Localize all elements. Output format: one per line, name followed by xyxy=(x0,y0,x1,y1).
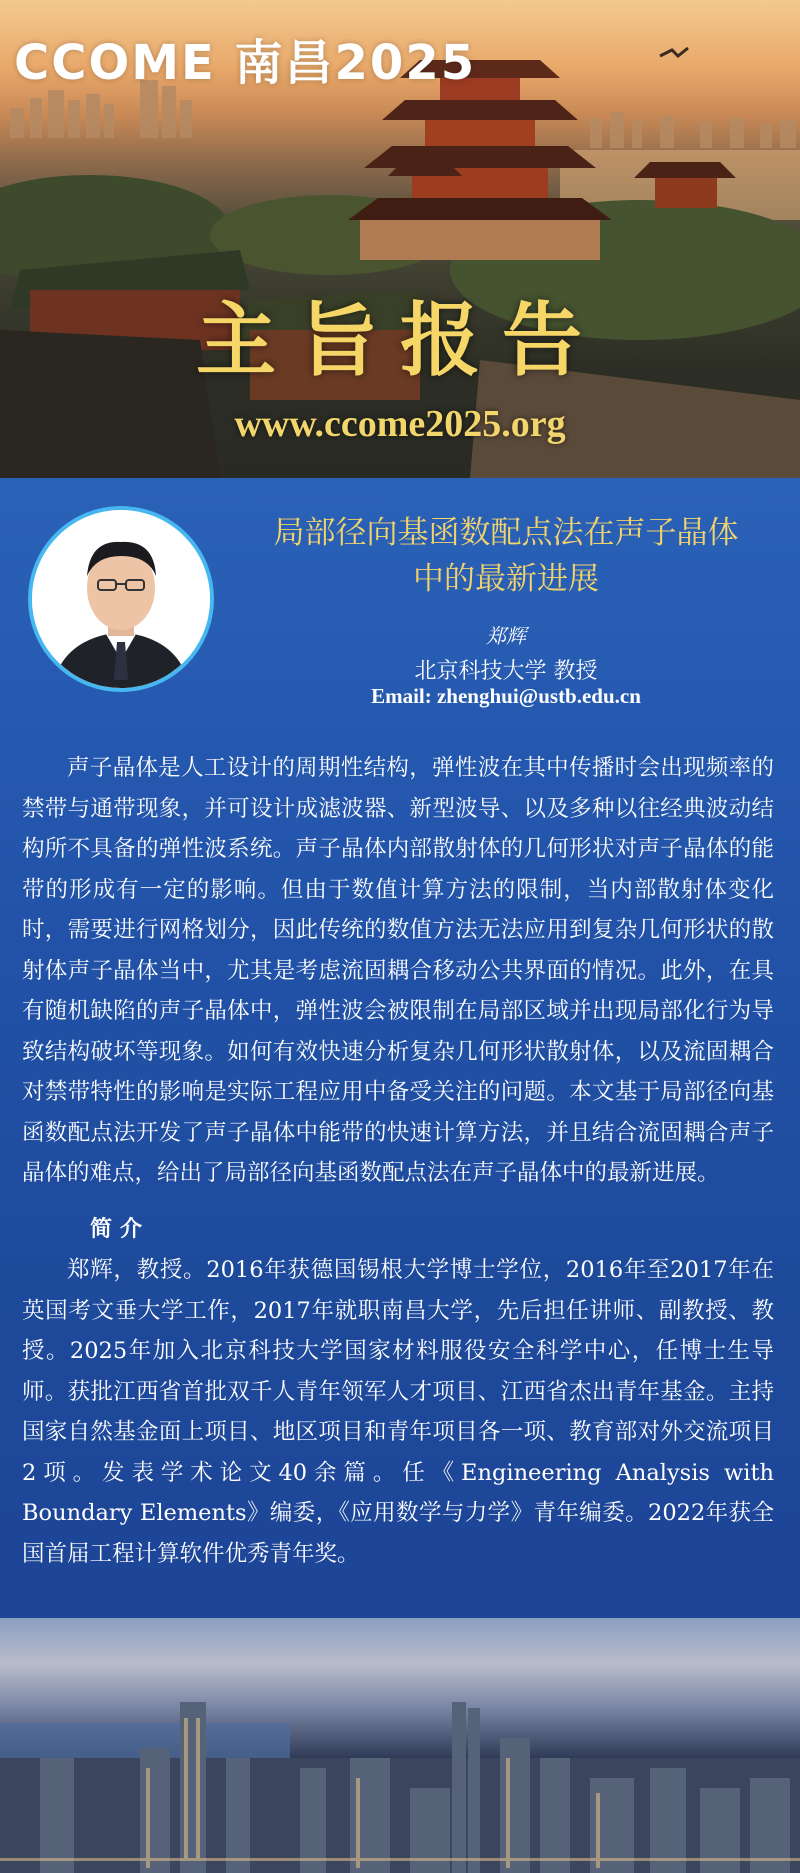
bio-heading: 简介 xyxy=(90,1216,151,1242)
city-skyline-image xyxy=(0,1618,800,1873)
keynote-heading: 主旨报告 xyxy=(196,293,604,387)
portrait-image xyxy=(32,510,210,688)
talk-title-line1: 局部径向基函数配点法在声子晶体 xyxy=(273,515,739,551)
bio-text: 郑辉，教授。2016年获德国锡根大学博士学位，2016年至2017年在英国考文垂大学工作，2017年就职南昌大学，先后担任讲师、副教授、教授。2025年加入北京科技大学国家材料服役安全科学中心，任博士生导师。获批江西省首批双千人青年领军人才项目、江西省杰出青年基金。主持国家自然基金面上项目、地区项目和青年项目各一项、教育部对外交流项目2项。发表学术论文40余篇。任《Engineering Analysis with Boundary Elements》编委，《应用数学与力学》青年编委。2022年获全国首届工程计算软件优秀青年奖。 xyxy=(22,1257,774,1567)
brand-logo-text: CCOME 南昌2025 xyxy=(14,35,477,91)
abstract-text: 声子晶体是人工设计的周期性结构，弹性波在其中传播时会出现频率的禁带与通带现象，并可设计成滤波器、新型波导、以及多种以往经典波动结构所不具备的弹性波系统。声子晶体内部散射体的几何形状对声子晶体的能带的形成有一定的影响。但由于数值计算方法的限制，当内部散射体变化时，需要进行网格划分，因此传统的数值方法无法应用到复杂几何形状的散射体声子晶体当中，尤其是考虑流固耦合移动公共界面的情况。此外，在具有随机缺陷的声子晶体中，弹性波会被限制在局部区域并出现局部化行为导致结构破坏等现象。如何有效快速分析复杂几何形状散射体，以及流固耦合对禁带特性的影响是实际工程应用中备受关注的问题。本文基于局部径向基函数配点法开发了声子晶体中能带的快速计算方法，并且结合流固耦合声子晶体的难点，给出了局部径向基函数配点法在声子晶体中的最新进展。 xyxy=(22,755,774,1186)
speaker-affiliation: 北京科技大学 教授 xyxy=(414,659,598,684)
header-banner xyxy=(0,0,800,478)
speaker-photo xyxy=(28,506,214,692)
talk-title xyxy=(228,510,784,602)
speaker-email[interactable]: Email: zhenghui@ustb.edu.cn xyxy=(371,684,641,708)
talk-title-line2: 中的最新进展 xyxy=(413,561,599,597)
speaker-name: 郑辉 xyxy=(486,624,526,648)
footer-city-photo xyxy=(0,1618,800,1873)
website-link[interactable]: www.ccome2025.org xyxy=(234,403,566,445)
